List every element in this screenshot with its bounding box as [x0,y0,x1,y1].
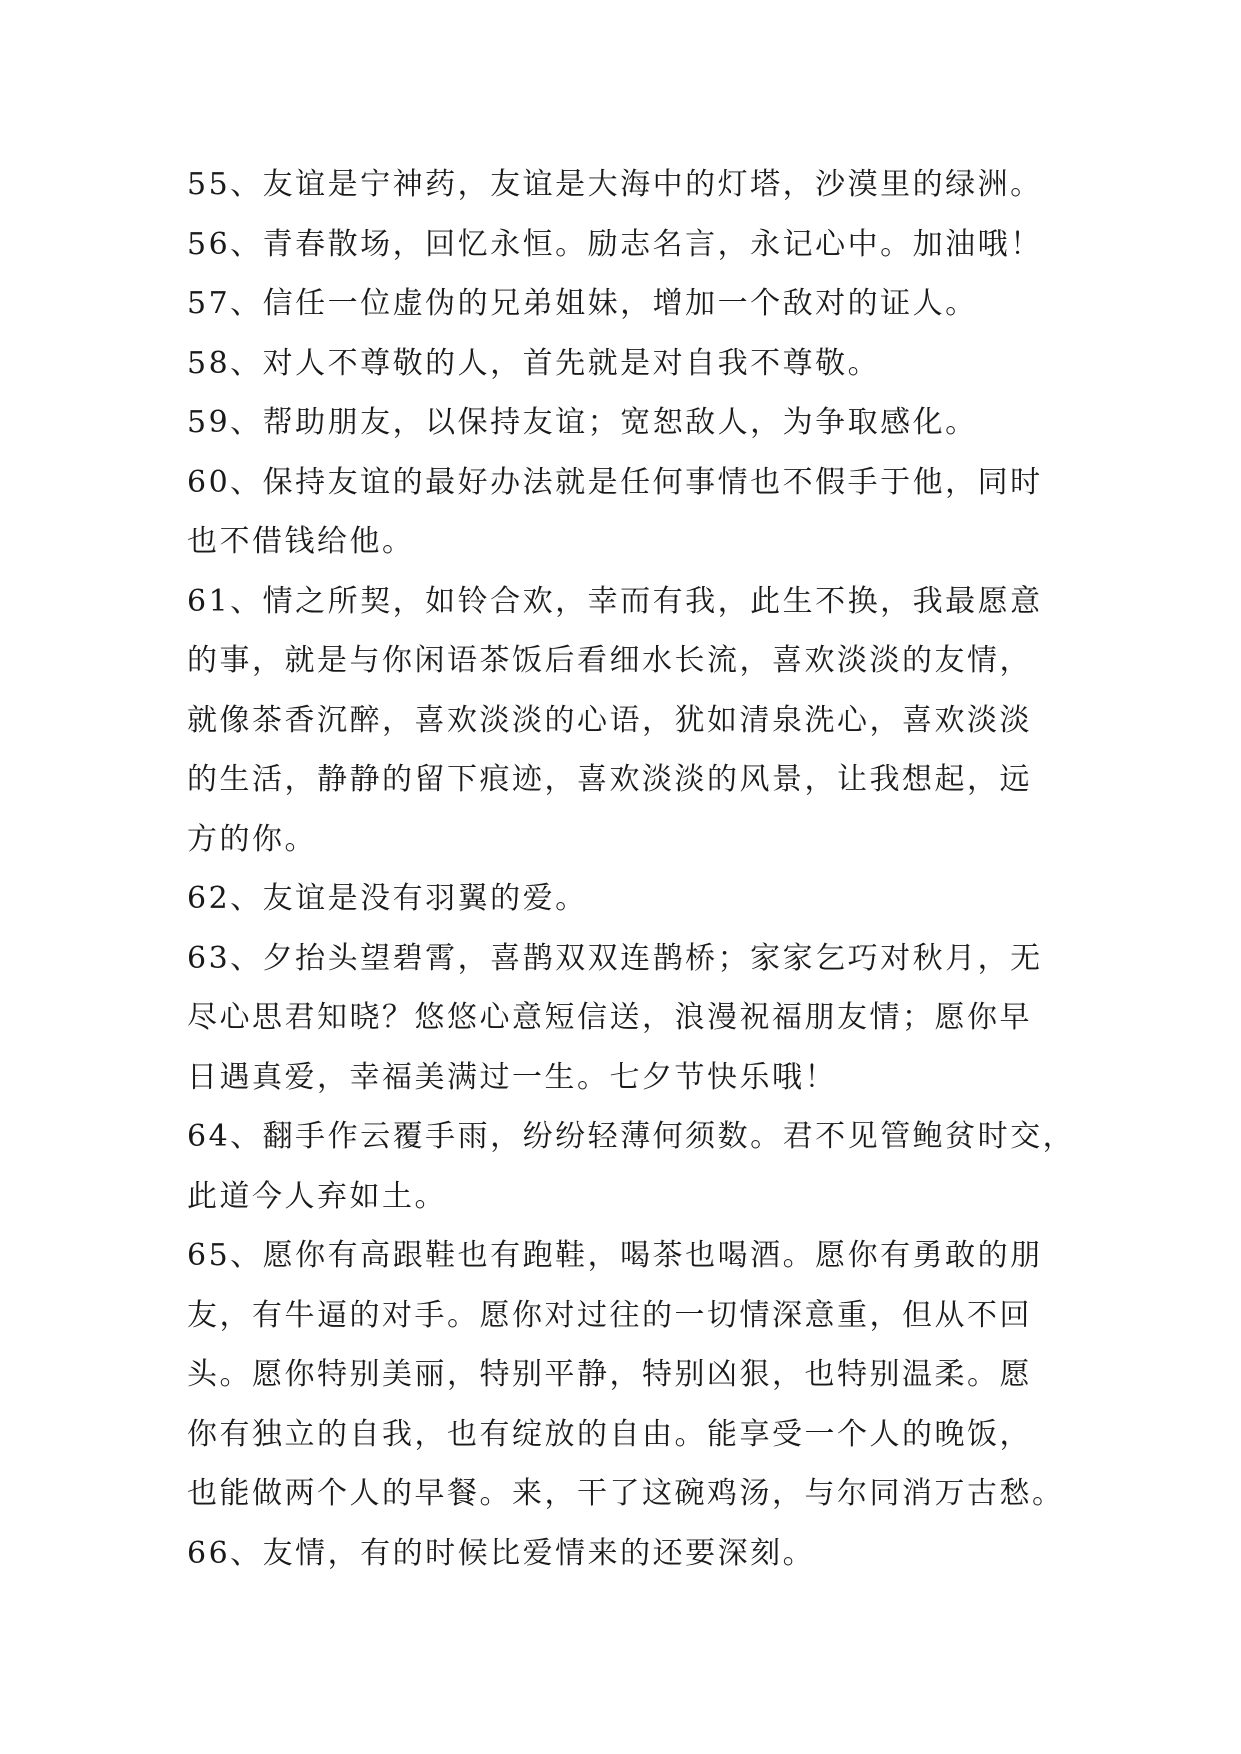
text-line: 60、保持友谊的最好办法就是任何事情也不假手于他，同时 [187,464,1043,500]
text-line: 66、友情，有的时候比爱情来的还要深刻。 [187,1535,816,1571]
text-line: 方的你。 [187,821,317,857]
text-line: 65、愿你有高跟鞋也有跑鞋，喝茶也喝酒。愿你有勇敢的朋 [187,1238,1043,1273]
text-line: 64、翻手作云覆手雨，纷纷轻薄何须数。君不见管鲍贫时交， [187,1119,1076,1154]
text-line: 尽心思君知晓？悠悠心意短信送，浪漫祝福朋友情；愿你早 [187,1000,1032,1035]
text-line: 的事，就是与你闲语茶饭后看细水长流，喜欢淡淡的友情， [187,643,1032,678]
text-line: 就像茶香沉醉，喜欢淡淡的心语，犹如清泉洗心，喜欢淡淡 [187,702,1032,738]
text-line: 友，有牛逼的对手。愿你对过往的一切情深意重，但从不回 [187,1297,1032,1333]
text-line: 你有独立的自我，也有绽放的自由。能享受一个人的晚饭， [187,1416,1032,1452]
text-line: 头。愿你特别美丽，特别平静，特别凶狠，也特别温柔。愿 [187,1357,1032,1392]
text-line: 的生活，静静的留下痕迹，喜欢淡淡的风景，让我想起，远 [187,762,1032,797]
text-line: 此道今人弃如土。 [187,1178,447,1214]
text-line: 也不借钱给他。 [187,524,415,559]
text-line: 日遇真爱，幸福美满过一生。七夕节快乐哦！ [187,1059,837,1095]
text-line: 62、友谊是没有羽翼的爱。 [187,881,588,916]
text-line: 59、帮助朋友，以保持友谊；宽恕敌人，为争取感化。 [187,405,978,440]
text-line: 61、情之所契，如铃合欢，幸而有我，此生不换，我最愿意 [187,583,1043,619]
text-line: 也能做两个人的早餐。来，干了这碗鸡汤，与尔同消万古愁。 [187,1476,1065,1511]
document-body [187,155,1076,1583]
text-line: 58、对人不尊敬的人，首先就是对自我不尊敬。 [187,345,881,381]
text-line: 55、友谊是宁神药，友谊是大海中的灯塔，沙漠里的绿洲。 [187,167,1043,202]
text-line: 56、青春散场，回忆永恒。励志名言，永记心中。加油哦！ [187,226,1043,262]
text-line: 57、信任一位虚伪的兄弟姐妹，增加一个敌对的证人。 [187,286,978,321]
text-line: 63、夕抬头望碧霄，喜鹊双双连鹊桥；家家乞巧对秋月，无 [187,940,1043,976]
